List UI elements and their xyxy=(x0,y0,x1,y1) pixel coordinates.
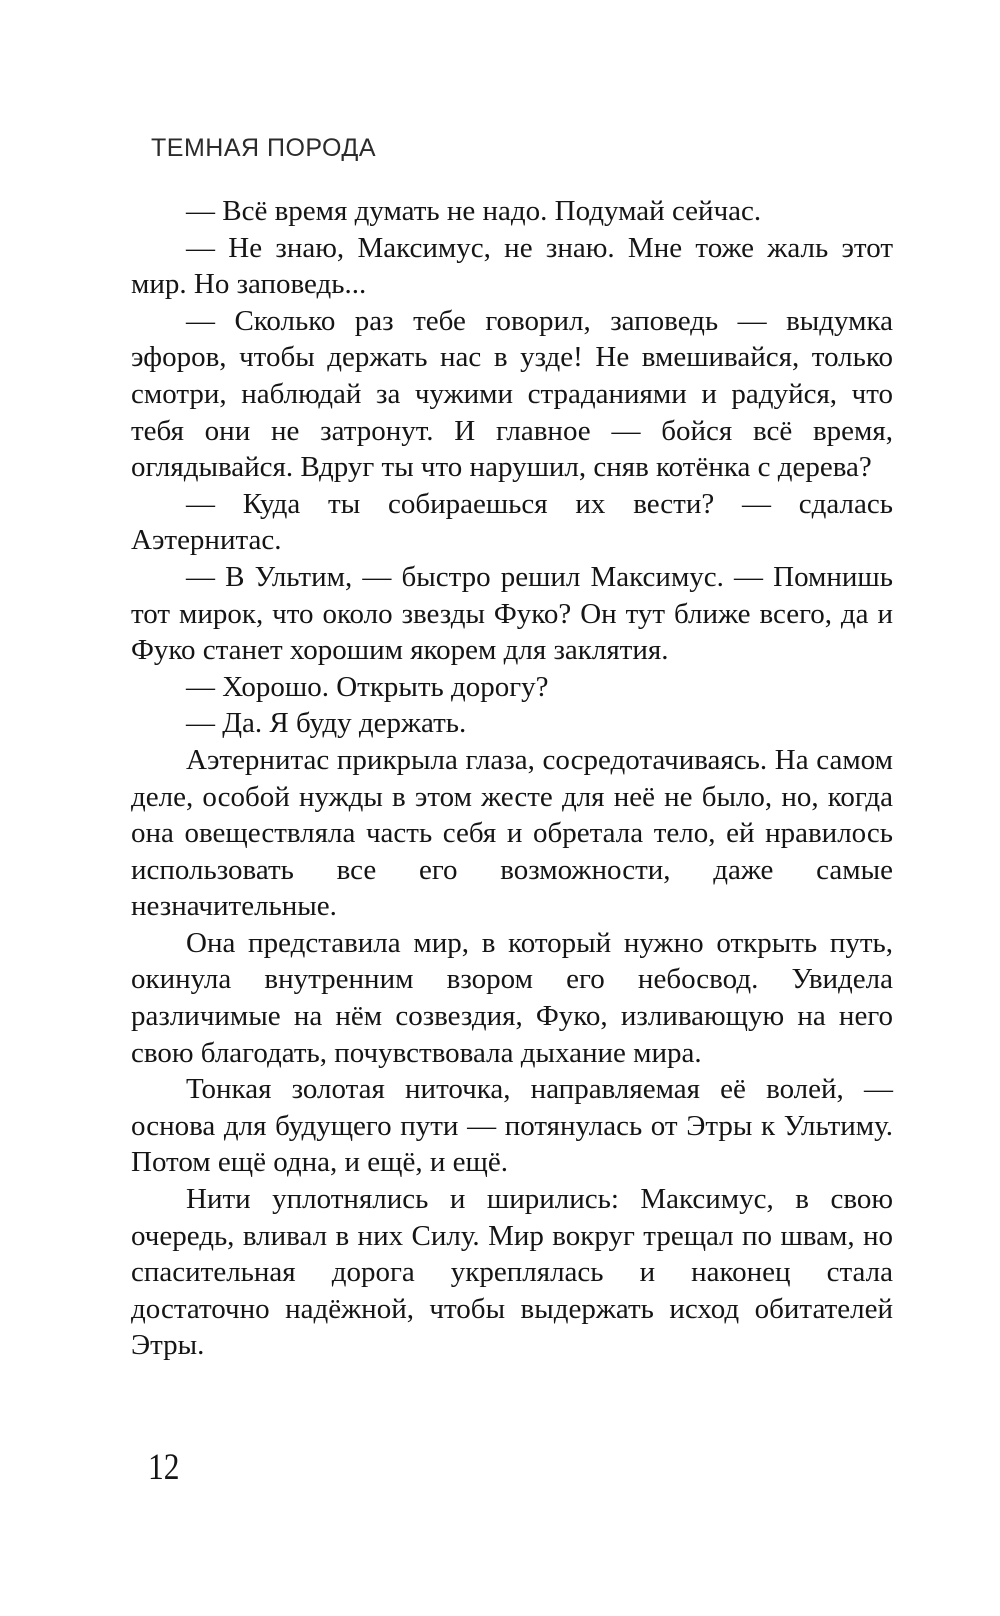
paragraph-dialogue: — Сколько раз тебе говорил, заповедь — выдумка эфоров, чтобы держать нас в узде! Не вмешивайся, только смотри, наблюдай за чужими страданиями и радуйся, что тебя они не затронут. И главное — бойся всё время, оглядывайся. Вдруг ты что нарушил, сняв котёнка с дерева? xyxy=(131,304,893,484)
paragraph-narrative: Нити уплотнялись и ширились: Максимус, в свою очередь, вливал в них Силу. Мир вокруг трещал по швам, но спасительная дорога укреплялась и наконец стала достаточно надёжной, чтобы выдержать исход обитателей Этры. xyxy=(131,1183,893,1362)
paragraph-dialogue: — Куда ты собираешься их вести? — сдалась Аэтернитас. xyxy=(131,487,893,557)
paragraph-dialogue: — В Ультим, — быстро решил Максимус. — Помнишь тот мирок, что около звезды Фуко? Он тут ближе всего, да и Фуко станет хорошим якорем для заклятия. xyxy=(131,560,893,667)
paragraph-dialogue: — Да. Я буду держать. xyxy=(186,707,467,740)
page-number: 12 xyxy=(148,1447,180,1488)
paragraph-narrative: Она представила мир, в который нужно открыть путь, окинула внутренним взором его небосвод. Увидела различимые на нём созвездия, Фуко, изливающую на него свою благодать, почувствовала дыхание мира. xyxy=(131,926,893,1069)
page-body-text xyxy=(131,193,893,1364)
paragraph-narrative: Аэтернитас прикрыла глаза, сосредотачиваясь. На самом деле, особой нужды в этом жесте для неё не было, но, когда она овеществляла часть себя и обретала тело, ей нравилось использовать все его возможности, даже самые незначительные. xyxy=(131,743,893,923)
paragraph-dialogue: — Всё время думать не надо. Подумай сейчас. xyxy=(186,195,762,227)
paragraph-dialogue: — Хорошо. Открыть дорогу? xyxy=(186,670,549,703)
paragraph-dialogue: — Не знаю, Максимус, не знаю. Мне тоже жаль этот мир. Но заповедь... xyxy=(131,231,893,301)
running-header-title: ТЕМНАЯ ПОРОДА xyxy=(151,134,377,162)
paragraph-narrative: Тонкая золотая ниточка, направляемая её волей, — основа для будущего пути — потянулась от Этры к Ультиму. Потом ещё одна, и ещё, и ещё. xyxy=(131,1073,893,1179)
